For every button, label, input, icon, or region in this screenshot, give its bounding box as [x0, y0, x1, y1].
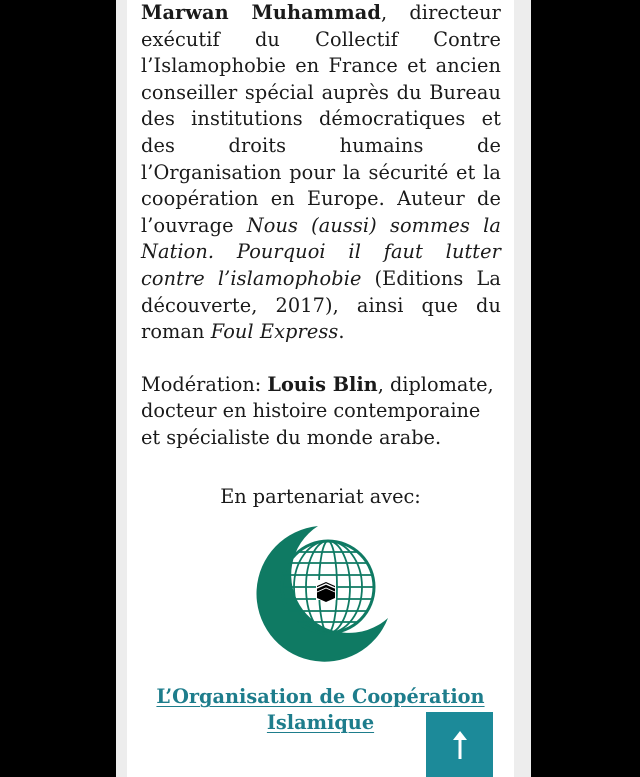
- oic-logo-icon: [248, 520, 394, 664]
- arrow-up-icon: [450, 729, 470, 761]
- right-margin: [514, 0, 531, 777]
- left-margin: [116, 0, 127, 777]
- moderator-name: Louis Blin: [267, 372, 378, 396]
- speaker-bio: Marwan Muhammad, directeur exécutif du Collectif Contre l’Islamophobie en France et ancien conseiller spécial auprès du Bureau des institutions démocratiques et des droits humains de l’Organisation pour la sécurité et la coopération en Europe. Auteur de l’ouvrage Nous (aussi) sommes la Nation. Pourquoi il faut lutter contre l’islamophobie (Editions La découverte, 2017), ainsi que du roman Foul Express.: [141, 1, 501, 344]
- speaker-name: Marwan Muhammad: [141, 1, 381, 24]
- back-to-top-button[interactable]: [426, 712, 493, 777]
- novel-title: Foul Express: [210, 320, 339, 344]
- moderation-info: Modération: Louis Blin, diplomate, docteur en histoire contemporaine et spécialiste du monde arabe.: [141, 372, 494, 449]
- article-page: [127, 0, 514, 777]
- book-title: Nous (aussi) sommes la Nation. Pourquoi il faut lutter contre l’islamophobie: [141, 213, 501, 290]
- organization-link[interactable]: L’Organisation de Coopération Islamique: [156, 685, 485, 734]
- article-body: [141, 0, 501, 452]
- partnership-heading: En partenariat avec:: [220, 485, 421, 508]
